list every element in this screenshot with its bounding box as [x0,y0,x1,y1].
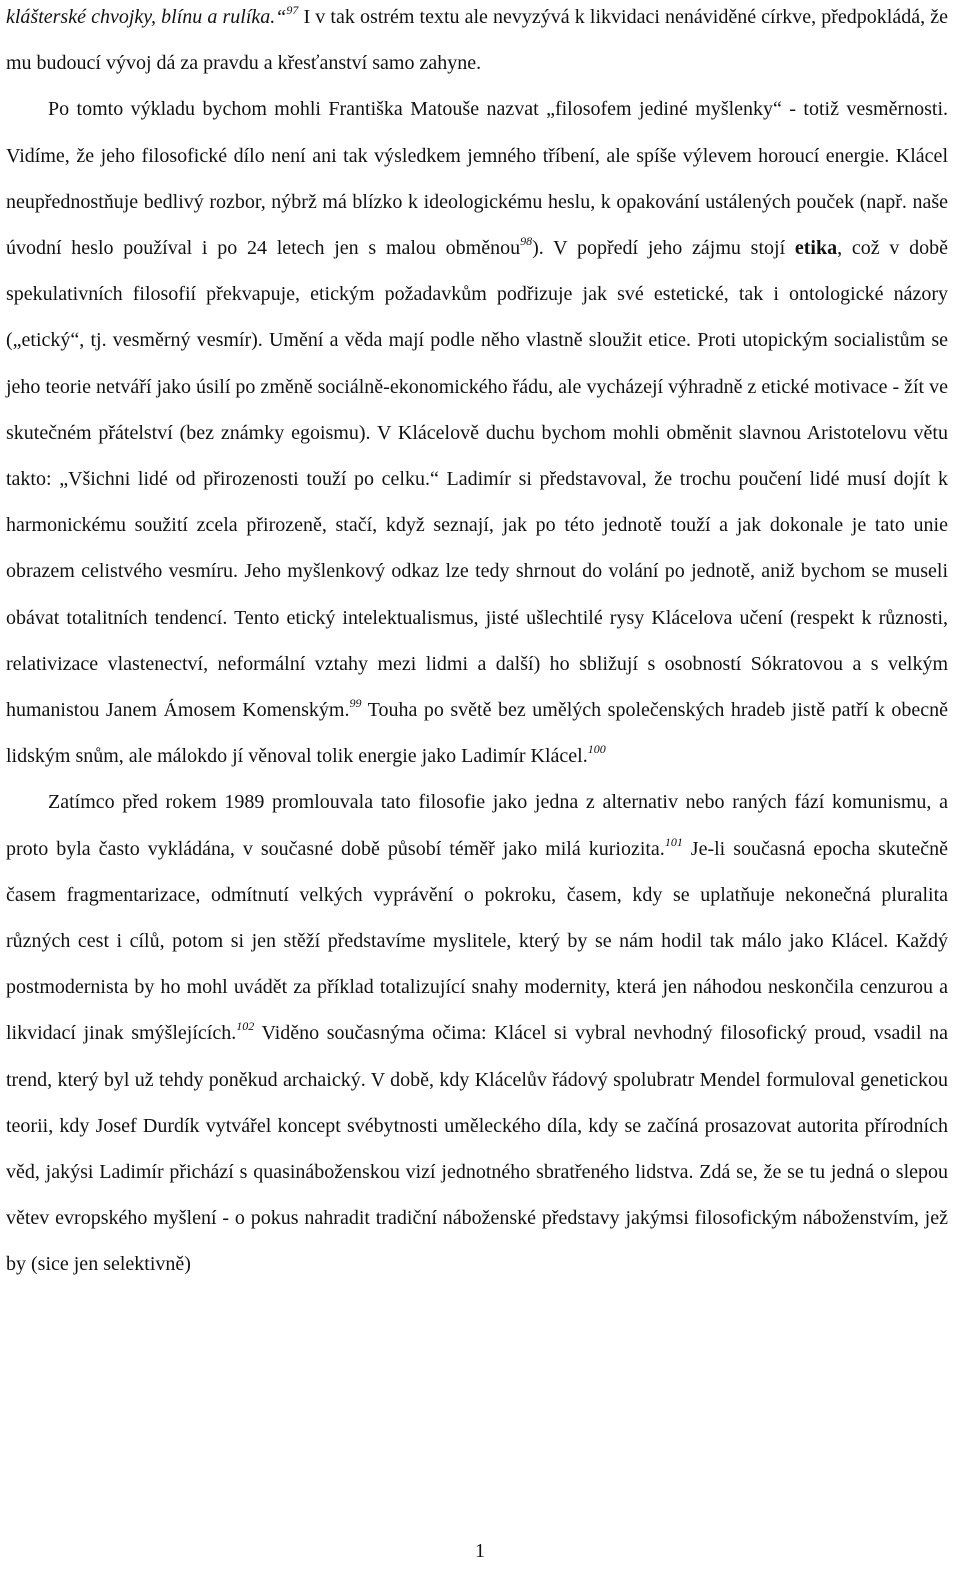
page-number: 1 [475,1540,485,1562]
footnote-ref-102[interactable]: 102 [236,1019,255,1034]
paragraph-1-text: I v tak ostrém textu ale nevyzývá k likvidaci nenáviděné církve, předpokládá, že mu budoucí vývoj dá za pravdu a křesťanství samo zahyne. [6,6,948,75]
paragraph-3 [6,779,948,1287]
paragraph-2-text-a: Po tomto výkladu bychom mohli Františka Matouše nazvat „filosofem jediné myšlenky“ - totiž vesměrnosti. Vidíme, že jeho filosofické dílo není ani tak výsledkem jemného tříbení, ale spíše výlevem horoucí energie. Klácel neupřednostňuje bedlivý rozbor, nýbrž má blízko k ideologickému heslu, k opakování ustálených pouček (např. naše úvodní heslo používal i po 24 letech jen s malou obměnou [6,98,948,260]
paragraph-2-text-b: ). V popředí jeho zájmu stojí [532,237,795,260]
body-text [6,0,948,1288]
footnote-ref-99[interactable]: 99 [349,696,362,711]
paragraph-1 [6,0,948,86]
footnote-ref-98[interactable]: 98 [520,234,533,249]
paragraph-2-text-d: Touha po světě bez umělých společenských hradeb jistě patří k obecně lidským snům, ale málokdo jí věnoval tolik energie jako Ladimír Klácel. [6,699,948,768]
paragraph-2-text-c: , což v době spekulativních filosofií překvapuje, etickým požadavkům podřizuje jak své estetické, tak i ontologické názory („etický“, tj. vesměrný vesmír). Umění a věda mají podle něho vlastně sloužit etice. Proti utopickým socialistům se jeho teorie netváří jako úsilí po změně sociálně-ekonomického řádu, ale vycházejí výhradně z etické motivace - žít ve skutečném přátelství (bez známky egoismu). V Klácelově duchu bychom mohli obměnit slavnou Aristotelovu větu takto: „Všichni lidé od přirozenosti touží po celku.“ Ladimír si představoval, že trochu poučení lidé musí dojít k harmonickému soužití zcela přirozeně, stačí, když seznají, jak po této jednotě touží a jak dokonale je tato unie obrazem celistvého vesmíru. Jeho myšlenkový odkaz lze tedy shrnout do volání po jednotě, aniž bychom se museli obávat totalitních tendencí. Tento etický intelektualismus, jisté ušlechtilé rysy Klácelova učení (respekt k různosti, relativizace vlastenectví, neformální vztahy mezi lidmi a další) ho sbližují s osobností Sókratovou a s velkým humanistou Janem Ámosem Komenským. [6,237,948,722]
paragraph-3-text-c: Viděno současnýma očima: Klácel si vybral nevhodný filosofický proud, vsadil na trend, který byl už tehdy poněkud archaický. V době, kdy Klácelův řádový spolubratr Mendel formuloval genetickou teorii, kdy Josef Durdík vytvářel koncept svébytnosti uměleckého díla, kdy se začíná prosazovat autorita přírodních věd, jakýsi Ladimír přichází s quasináboženskou vizí jednotného sbratřeného lidstva. Zdá se, že se tu jedná o slepou větev evropského myšlení - o pokus nahradit tradiční náboženské představy jakýmsi filosofickým náboženstvím, jež by (sice jen selektivně) [6,1022,949,1276]
paragraph-3-text-b: Je-li současná epocha skutečně časem fragmentarizace, odmítnutí velkých vyprávění o pokroku, časem, kdy se uplatňuje nekonečná pluralita různých cest i cílů, potom si jen stěží představíme myslitele, který by se nám hodil tak málo jako Klácel. Každý postmodernista by ho mohl uvádět za příklad totalizující snahy modernity, která jen náhodou neskončila cenzurou a likvidací jinak smýšlejících. [6,837,948,1045]
paragraph-3-text-a: Zatímco před rokem 1989 promlouvala tato filosofie jako jedna z alternativ nebo raných fází komunismu, a proto byla často vykládána, v současné době působí téměř jako milá kuriozita. [6,791,948,860]
emphasis-etika: etika [794,237,838,260]
footnote-ref-97[interactable]: 97 [286,3,299,17]
paragraph-2 [6,86,948,779]
quote-fragment: klášterské chvojky, blínu a rulíka.“ [6,6,287,28]
footnote-ref-100[interactable]: 100 [587,742,606,757]
footnote-ref-101[interactable]: 101 [664,834,683,849]
